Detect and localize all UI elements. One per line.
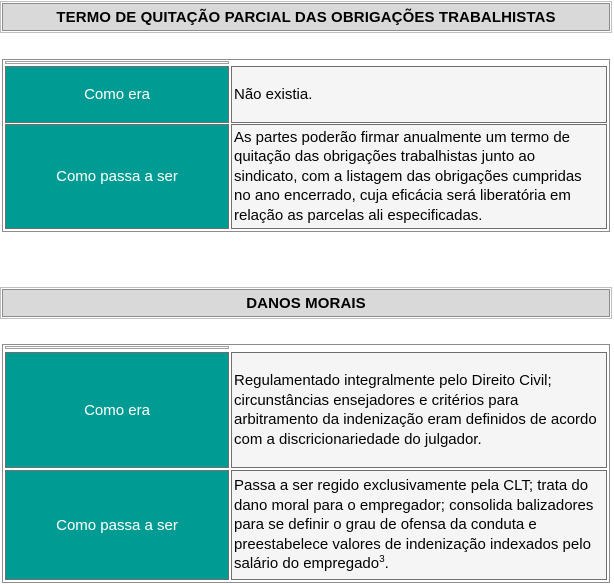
row-label: Como era (5, 352, 229, 468)
row-value-text (234, 476, 602, 574)
row-label: Como passa a ser (5, 470, 229, 580)
row-label: Como era (5, 66, 229, 123)
section-header-danos-morais (2, 289, 610, 317)
table-danos-morais (2, 344, 610, 583)
table-top-strip (5, 61, 229, 64)
table-row (5, 124, 607, 229)
section-title: TERMO DE QUITAÇÃO PARCIAL DAS OBRIGAÇÕES TRABALHISTAS (56, 8, 556, 26)
table-row (5, 470, 607, 580)
table-top-strip (5, 346, 229, 349)
row-value-main: Passa a ser regido exclusivamente pela CLT; trata do dano moral para o empregador; consolida balizadores para se definir o grau de ofensa da conduta e preestabelece valores de indenização indexados pelo salário do empregado (234, 477, 594, 573)
footnote-marker: 3 (379, 554, 385, 566)
row-label: Como passa a ser (5, 124, 229, 229)
table-termo-quitacao (2, 59, 610, 232)
section-header-termo-quitacao (2, 3, 610, 31)
row-value-trailing: . (384, 555, 389, 573)
row-value (231, 470, 607, 580)
row-value: Não existia. (231, 66, 607, 123)
row-value: As partes poderão firmar anualmente um termo de quitação das obrigações trabalhistas junto ao sindicato, com a listagem das obrigações cumpridas no ano encerrado, cuja eficácia será liberatória em relação as parcelas ali especificadas. (231, 124, 607, 229)
section-title: DANOS MORAIS (246, 294, 366, 312)
table-row (5, 352, 607, 468)
table-row (5, 66, 607, 123)
row-value: Regulamentado integralmente pelo Direito Civil; circunstâncias ensejadores e critérios para arbitramento da indenização eram definidos de acordo com a discricionariedade do julgador. (231, 352, 607, 468)
